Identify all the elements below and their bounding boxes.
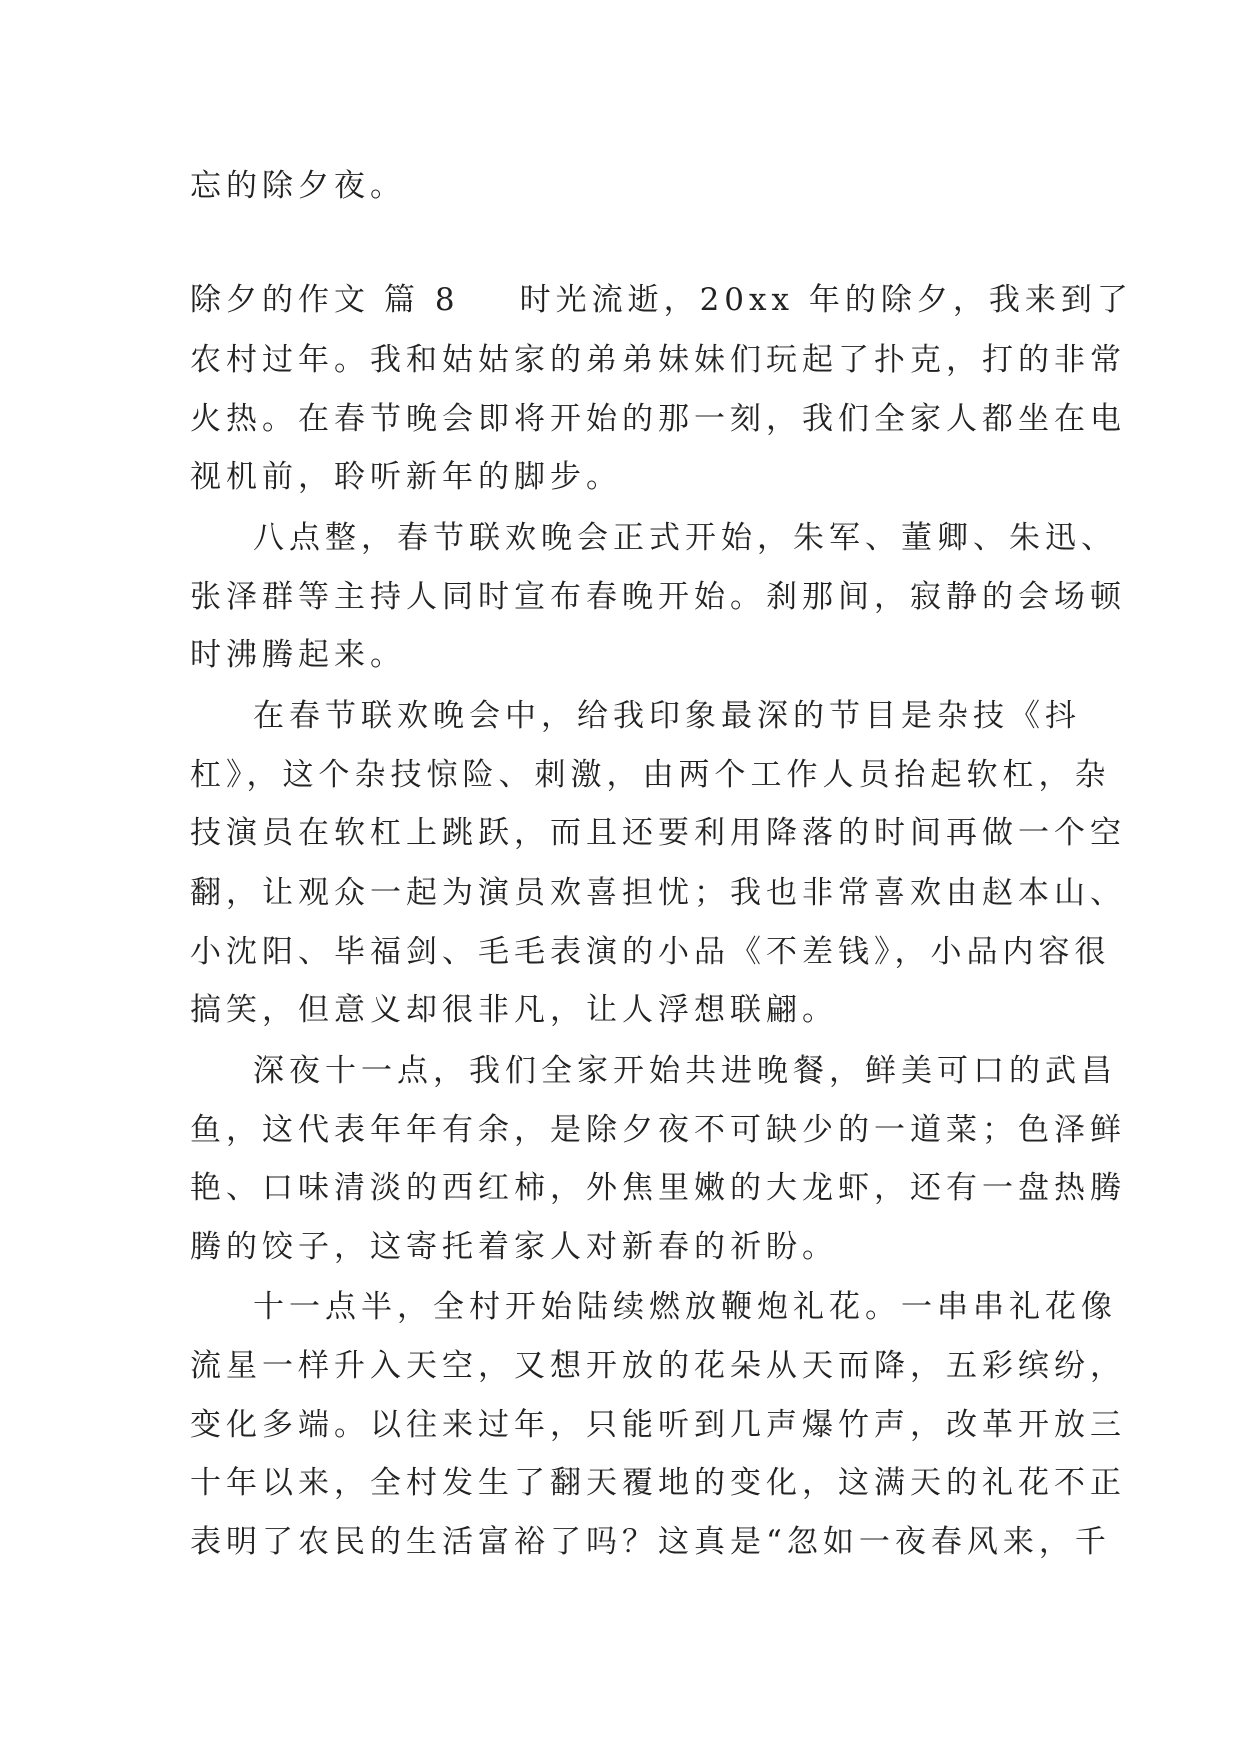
text-line: 腾的饺子，这寄托着家人对新春的祈盼。 [190, 1229, 838, 1265]
text-line: 视机前，聆听新年的脚步。 [190, 459, 622, 495]
text-line: 流星一样升入天空，又想开放的花朵从天而降，五彩缤纷， [190, 1348, 1126, 1384]
paragraph-first-line: 十一点半，全村开始陆续燃放鞭炮礼花。一串串礼花像 [253, 1289, 1117, 1325]
paragraph-first-line: 深夜十一点，我们全家开始共进晚餐，鲜美可口的武昌 [253, 1053, 1117, 1089]
text-line: 忘的除夕夜。 [190, 168, 406, 204]
text-line: 十年以来，全村发生了翻天覆地的变化，这满天的礼花不正 [190, 1465, 1126, 1501]
text-line: 农村过年。我和姑姑家的弟弟妹妹们玩起了扑克，打的非常 [190, 342, 1126, 378]
section-number: 篇 8 [384, 282, 460, 318]
text-line: 艳、口味清淡的西红柿，外焦里嫩的大龙虾，还有一盘热腾 [190, 1170, 1126, 1206]
text-line: 鱼，这代表年年有余，是除夕夜不可缺少的一道菜；色泽鲜 [190, 1112, 1126, 1148]
text-line: 变化多端。以往来过年，只能听到几声爆竹声，改革开放三 [190, 1407, 1126, 1443]
text-line: 技演员在软杠上跳跃，而且还要利用降落的时间再做一个空 [190, 815, 1126, 851]
paragraph-first-line: 在春节联欢晚会中，给我印象最深的节目是杂技《抖 [253, 698, 1081, 734]
text-line: 小沈阳、毕福剑、毛毛表演的小品《不差钱》，小品内容很 [190, 934, 1111, 970]
text-line: 时光流逝，20xx 年的除夕，我来到了 [519, 282, 1133, 318]
text-line: 时沸腾起来。 [190, 637, 406, 673]
paragraph-first-line: 八点整，春节联欢晚会正式开始，朱军、董卿、朱迅、 [253, 520, 1117, 556]
text-line: 表明了农民的生活富裕了吗？这真是“忽如一夜春风来，千 [190, 1524, 1111, 1560]
text-line: 张泽群等主持人同时宣布春晚开始。刹那间，寂静的会场顿 [190, 579, 1126, 615]
text-line: 翻，让观众一起为演员欢喜担忧；我也非常喜欢由赵本山、 [190, 875, 1126, 911]
text-line: 搞笑，但意义却很非凡，让人浮想联翩。 [190, 992, 838, 1028]
section-heading-line [190, 280, 1133, 320]
section-title: 除夕的作文 [190, 282, 370, 318]
text-line: 杠》，这个杂技惊险、刺激，由两个工作人员抬起软杠，杂 [190, 757, 1111, 793]
text-line: 火热。在春节晚会即将开始的那一刻，我们全家人都坐在电 [190, 401, 1126, 437]
